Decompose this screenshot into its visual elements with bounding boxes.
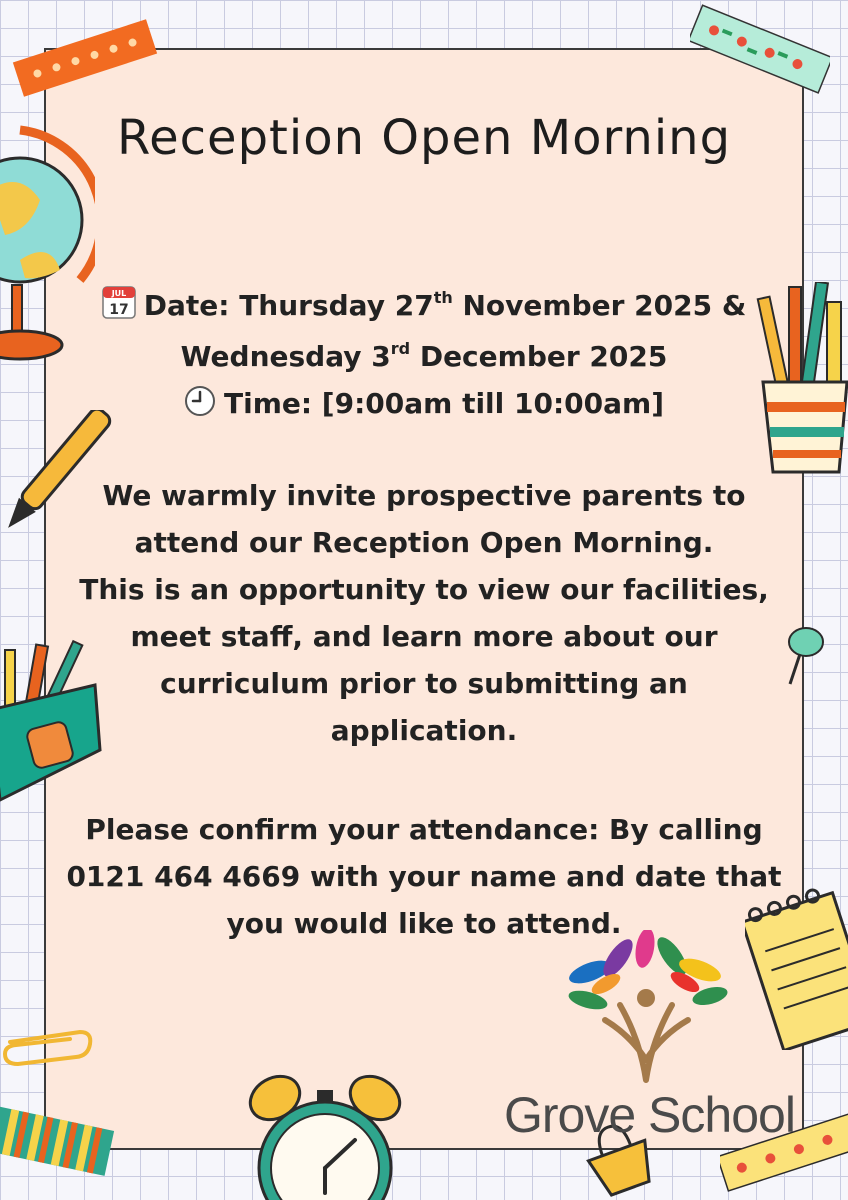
svg-text:JUL: JUL: [111, 289, 127, 298]
event-details: [40, 282, 808, 431]
washi-tape-icon: [690, 0, 830, 100]
tree-people-logo: [560, 930, 735, 1085]
page-title: Reception Open Morning: [116, 110, 732, 166]
invitation-text: [40, 472, 808, 754]
confirm-line: you would like to attend.: [226, 907, 622, 940]
alarm-clock-icon: [245, 1068, 405, 1200]
time-text: Time: [9:00am till 10:00am]: [224, 387, 664, 420]
invite-line: attend our Reception Open Morning.: [134, 526, 714, 559]
date2-text-start: Wednesday 3: [180, 340, 391, 373]
paperclip-icon: [0, 1022, 95, 1072]
date-ordinal-2: rd: [390, 339, 411, 358]
date-line-2: [40, 333, 808, 380]
invite-line: application.: [330, 714, 518, 747]
confirm-line: 0121 464 4669 with your name and date that: [66, 860, 782, 893]
date-text-end: November 2025 &: [452, 289, 747, 322]
clock-icon: [184, 384, 216, 431]
invite-line: meet staff, and learn more about our: [130, 620, 718, 653]
invite-line: We warmly invite prospective parents to: [102, 479, 746, 512]
calendar-icon: [102, 285, 136, 333]
date-ordinal-1: th: [433, 288, 453, 307]
confirmation-text: [40, 806, 808, 947]
washi-tape-icon: [0, 1100, 120, 1190]
date-line-1: [40, 282, 808, 333]
time-line: [40, 380, 808, 431]
svg-text:17: 17: [108, 302, 129, 318]
school-wordmark: Grove School: [504, 1087, 795, 1143]
confirm-line: Please confirm your attendance: By calling: [85, 813, 763, 846]
invite-line: curriculum prior to submitting an: [160, 667, 688, 700]
invite-line: This is an opportunity to view our facilities,: [79, 573, 769, 606]
date2-text-end: December 2025: [410, 340, 668, 373]
washi-tape-icon: [10, 18, 160, 98]
date-text-start: Date: Thursday 27: [143, 289, 434, 322]
